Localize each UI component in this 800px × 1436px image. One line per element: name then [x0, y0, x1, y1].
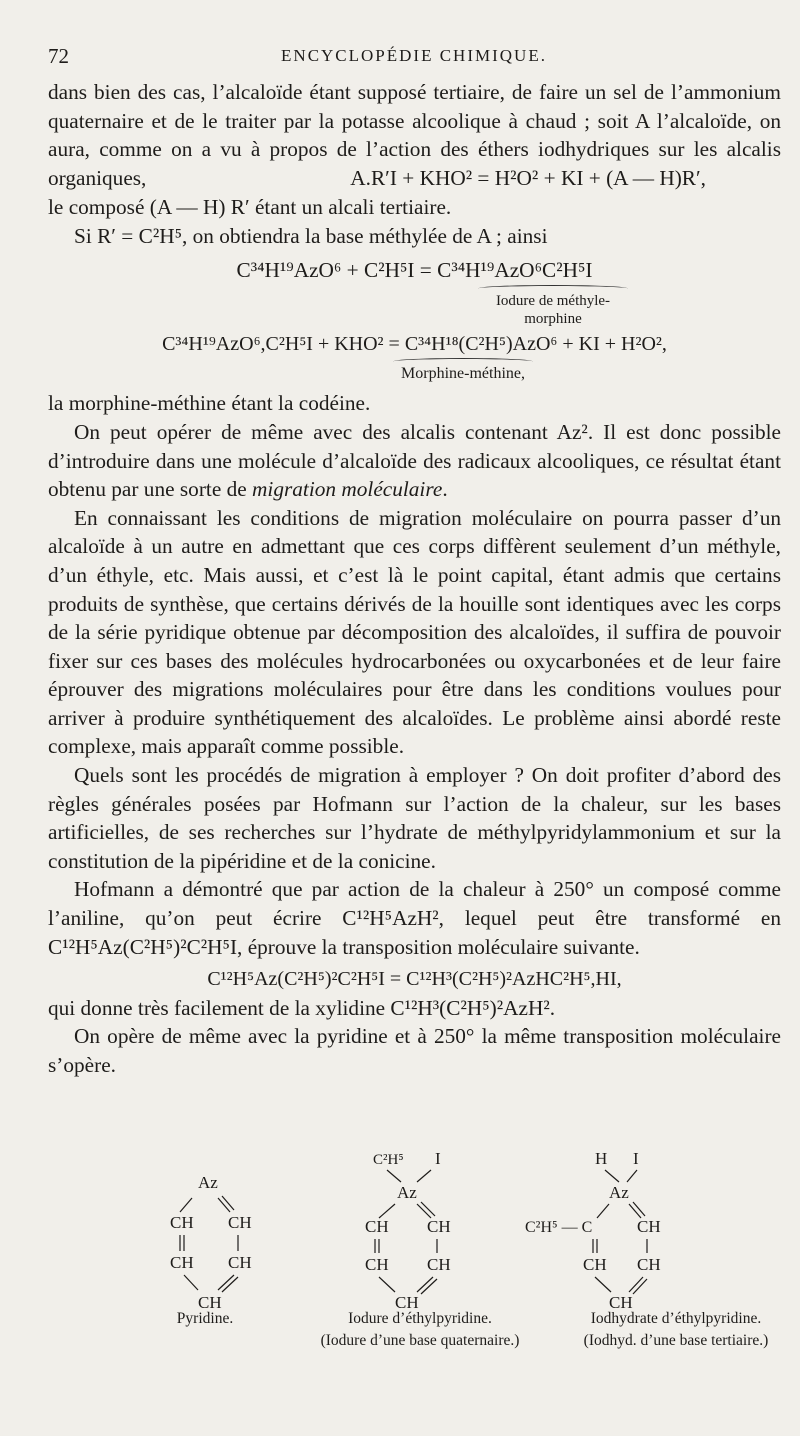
- equation-label: Morphine-méthine,: [401, 365, 525, 383]
- paragraph: la morphine-méthine étant la codéine.: [48, 391, 371, 416]
- bond: [597, 1204, 609, 1218]
- equation: A.R′I + KHO² = H²O² + KI + (A — H)R′,: [350, 166, 706, 191]
- atom-az: Az: [397, 1183, 417, 1202]
- bond: [595, 1277, 611, 1292]
- atom-az: Az: [198, 1173, 218, 1192]
- atom-ch: CH: [198, 1293, 222, 1312]
- caption-ethylpyridine-iodhydrate: [560, 1308, 792, 1352]
- equation: C³⁴H¹⁹AzO⁶ + C²H⁵I = C³⁴H¹⁹AzO⁶C²H⁵I: [236, 258, 593, 283]
- bond: [180, 1198, 192, 1212]
- bond: [629, 1204, 641, 1218]
- caption-line: Iodhydrate d’éthylpyridine.: [590, 1310, 762, 1327]
- atom-i: I: [633, 1149, 639, 1168]
- atom-ch: CH: [228, 1213, 252, 1232]
- bond: [184, 1275, 198, 1290]
- brace: [478, 285, 628, 292]
- bond: [629, 1277, 643, 1292]
- atom-ethyl: C²H⁵: [373, 1152, 404, 1168]
- bond: [379, 1204, 395, 1218]
- bond: [633, 1202, 645, 1216]
- atom-ch: CH: [637, 1217, 661, 1236]
- text-run: On peut opérer de même avec des alcalis contenant Az². Il est donc possible d’introduire dans une molécule d’alcaloïde des radicaux alcooliques, ce résultat étant obtenu par une sorte de: [48, 419, 781, 502]
- atom-ch: CH: [170, 1213, 194, 1232]
- atom-ch: CH: [228, 1253, 252, 1272]
- paragraph: [48, 418, 781, 504]
- equation: C³⁴H¹⁹AzO⁶,C²H⁵I + KHO² = C³⁴H¹⁸(C²H⁵)AzO⁶ + KI + H²O²,: [162, 332, 667, 355]
- bond: [627, 1170, 637, 1182]
- ethylpyridine-iodhydrate-structure: [525, 1149, 661, 1312]
- page-header: [48, 44, 780, 70]
- paragraph: le composé (A — H) R′ étant un alcali tertiaire.: [48, 194, 452, 219]
- atom-ch: CH: [637, 1255, 661, 1274]
- paragraph: Hofmann a démontré que par action de la chaleur à 250° un composé comme l’aniline, qu’on peut écrire C¹²H⁵AzH², lequel peut être transformé en C¹²H⁵Az(C²H⁵)²C²H⁵I, éprouve la transposition moléculaire suivante.: [48, 877, 781, 959]
- equation: C¹²H⁵Az(C²H⁵)²C²H⁵I = C¹²H³(C²H⁵)²AzHC²H⁵,HI,: [207, 968, 622, 991]
- atom-ch: CH: [365, 1255, 389, 1274]
- caption-line: Iodure d’éthylpyridine.: [348, 1310, 492, 1327]
- atom-ch: CH: [365, 1217, 389, 1236]
- caption-line: (Iodure d’une base quaternaire.): [320, 1332, 520, 1349]
- atom-ch: CH: [170, 1253, 194, 1272]
- bond: [633, 1279, 647, 1294]
- caption-line: (Iodhyd. d’une base tertiaire.): [583, 1332, 769, 1349]
- label-line: Iodure de méthyle-: [495, 292, 611, 309]
- bond: [218, 1198, 230, 1212]
- page-number: 72: [48, 44, 69, 68]
- paragraph: Quels sont les procédés de migration à employer ? On doit profiter d’abord des règles générales posées par Hofmann sur l’action de la chaleur, sur les bases artificielles, de ses recherches sur l’hydrate de méthylpyridylammonium et sur la constitution de la pipéridine et de la conicine.: [48, 763, 781, 873]
- bond: [417, 1170, 431, 1182]
- atom-ethyl-c: C²H⁵ — C: [525, 1219, 593, 1236]
- caption-pyridine: Pyridine.: [176, 1310, 234, 1327]
- caption-ethylpyridine-iodide: [295, 1308, 545, 1352]
- ethylpyridine-iodide-structure: [365, 1149, 451, 1312]
- bond: [222, 1196, 234, 1210]
- running-title: ENCYCLOPÉDIE CHIMIQUE.: [281, 46, 547, 65]
- paragraph: En connaissant les conditions de migration moléculaire on pourra passer d’un alcaloïde à un autre en admettant que ces corps diffèrent seulement d’un méthyle, d’un éthyle, etc. Mais aussi, et c’est là le point capital, étant admis que certains produits de synthèse, que certains dérivés de la houille sont identiques avec les corps de la série pyridique obtenue par décomposition des alcaloïdes, il suffira de pouvoir fixer sur ces bases des molécules hydrocarbonées ou oxycarbonées et de leur faire éprouver des migrations moléculaires pour être dans les conditions voulues pour arriver à produire synthétiquement des alcaloïdes. Le problème ainsi abordé reste complexe, mais apparaît comme possible.: [48, 505, 781, 759]
- paragraph: dans bien des cas, l’alcaloïde étant supposé tertiaire, de faire un sel de l’ammonium quaternaire et de le traiter par la potasse alcoolique à chaud ; soit A l’alcaloïde, on aura, comme on a vu à propos de l’action des éthers iodhydriques sur les alcalis organiques,: [48, 80, 781, 190]
- bond: [387, 1170, 401, 1182]
- equation-label: [438, 292, 668, 328]
- label-line: morphine: [524, 310, 582, 327]
- pyridine-structure: [170, 1173, 252, 1312]
- atom-i: I: [435, 1149, 441, 1168]
- body-text: [48, 78, 781, 1080]
- atom-ch: CH: [583, 1255, 607, 1274]
- atom-ch: CH: [609, 1293, 633, 1312]
- brace: [393, 358, 533, 365]
- bond: [605, 1170, 619, 1182]
- atom-az: Az: [609, 1183, 629, 1202]
- atom-ch: CH: [395, 1293, 419, 1312]
- bond: [417, 1204, 431, 1218]
- text-run: .: [442, 477, 448, 502]
- paragraph: qui donne très facilement de la xylidine C¹²H³(C²H⁵)²AzH².: [48, 995, 556, 1020]
- bond: [379, 1277, 395, 1292]
- bond: [421, 1202, 435, 1216]
- emphasis: migration moléculaire: [252, 477, 443, 502]
- paragraph: Si R′ = C²H⁵, on obtiendra la base méthylée de A ; ainsi: [74, 223, 548, 248]
- atom-ch: CH: [427, 1217, 451, 1236]
- paragraph: On opère de même avec la pyridine et à 250° la même transposition moléculaire s’opère.: [48, 1024, 781, 1077]
- atom-ch: CH: [427, 1255, 451, 1274]
- atom-h: H: [595, 1149, 608, 1168]
